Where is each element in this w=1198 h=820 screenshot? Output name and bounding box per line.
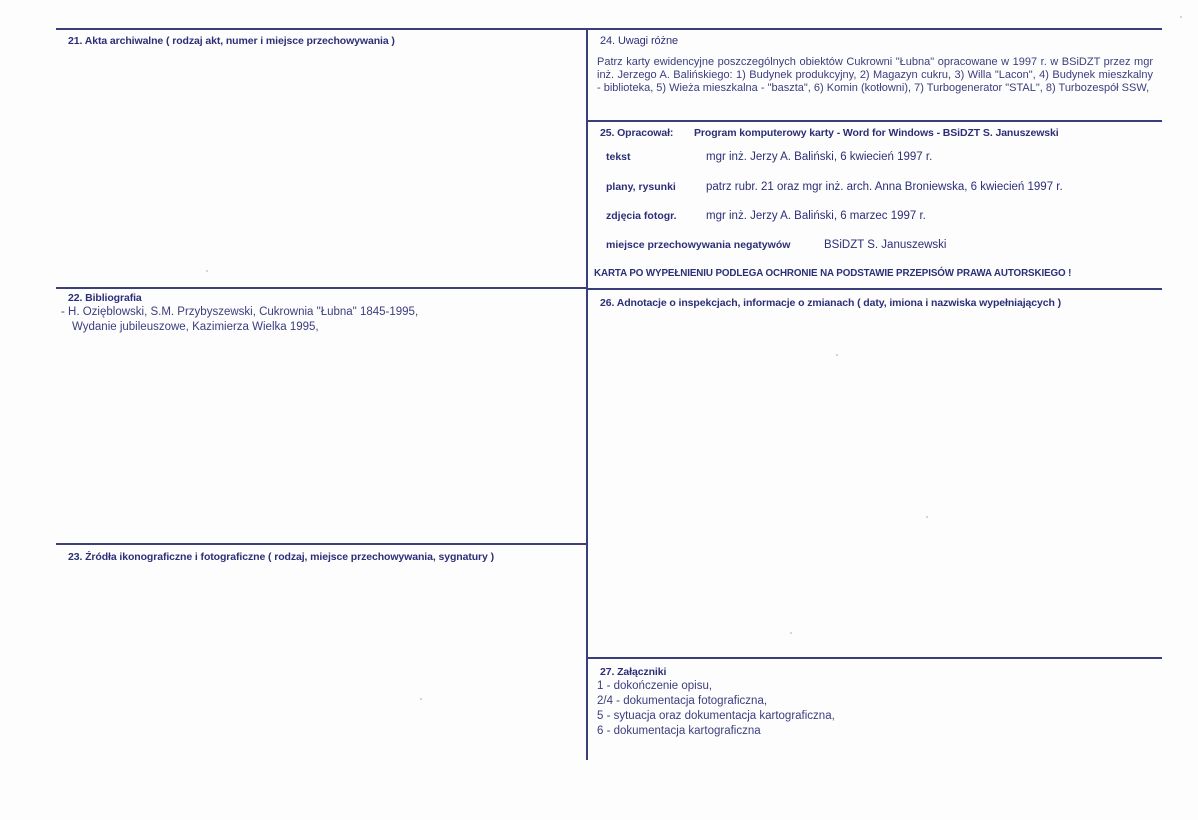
top-rule xyxy=(56,28,1162,30)
label-negatives: miejsce przechowywania negatywów xyxy=(606,239,791,251)
section-21-title: 21. Akta archiwalne ( rodzaj akt, numer i miejsce przechowywania ) xyxy=(68,35,395,47)
value-plans: patrz rubr. 21 oraz mgr inż. arch. Anna Broniewska, 6 kwiecień 1997 r. xyxy=(706,181,1063,193)
label-text: tekst xyxy=(606,151,631,163)
rule-25-26 xyxy=(588,288,1162,290)
section-25-title: 25. Opracował: xyxy=(600,127,674,139)
center-divider xyxy=(586,28,588,760)
attachment-item-1: 1 - dokończenie opisu, xyxy=(597,680,713,692)
copyright-warning: KARTA PO WYPEŁNIENIU PODLEGA OCHRONIE NA PODSTAWIE PRZEPISÓW PRAWA AUTORSKIEGO ! xyxy=(594,268,1072,279)
bibliography-line-2: Wydanie jubileuszowe, Kazimierza Wielka 1995, xyxy=(72,321,319,333)
remarks-text: Patrz karty ewidencyjne poszczególnych obiektów Cukrowni "Łubna" opracowane w 1997 r. w BSiDZT przez mgr inż. Jerzego A. Balińskiego: 1) Budynek produkcyjny, 2) Magazyn cukru, 3) Willa "Lacon", 4) Budynek mieszkalny - biblioteka, 5) Wieża mieszkalna - "baszta", 6) Komin (kotłowni), 7) Turbogenerator "STAL", 8) Turbozespół SSW, xyxy=(597,56,1153,95)
rule-24-25 xyxy=(588,120,1162,122)
section-26-title: 26. Adnotacje o inspekcjach, informacje o zmianach ( daty, imiona i nazwiska wypełniających ) xyxy=(600,297,1062,309)
rule-26-27 xyxy=(588,657,1162,659)
label-photos: zdjęcia fotogr. xyxy=(606,210,677,222)
scan-speck xyxy=(926,516,928,518)
value-negatives: BSiDZT S. Januszewski xyxy=(824,239,947,251)
attachment-item-2: 2/4 - dokumentacja fotograficzna, xyxy=(597,695,768,707)
section-27-title: 27. Załączniki xyxy=(600,666,667,678)
scan-speck xyxy=(836,354,838,356)
value-text: mgr inż. Jerzy A. Baliński, 6 kwiecień 1997 r. xyxy=(706,151,933,163)
attachment-item-3: 5 - sytuacja oraz dokumentacja kartograficzna, xyxy=(597,710,835,722)
scan-speck xyxy=(1180,16,1182,18)
program-info: Program komputerowy karty - Word for Windows - BSiDZT S. Januszewski xyxy=(694,127,1059,139)
rule-22-23 xyxy=(56,543,588,545)
section-23-title: 23. Źródła ikonograficzne i fotograficzne ( rodzaj, miejsce przechowywania, sygnatury ) xyxy=(68,551,494,563)
section-24-title: 24. Uwagi różne xyxy=(600,35,678,47)
attachment-item-4: 6 - dokumentacja kartograficzna xyxy=(597,725,761,737)
section-22-title: 22. Bibliografia xyxy=(68,292,142,304)
scan-speck xyxy=(790,632,792,634)
scan-speck xyxy=(420,698,422,700)
scan-speck xyxy=(206,270,208,272)
bibliography-line-1: - H. Ozięblowski, S.M. Przybyszewski, Cukrownia "Łubna" 1845-1995, xyxy=(61,306,419,318)
rule-21-22 xyxy=(56,287,588,289)
label-plans: plany, rysunki xyxy=(606,181,676,193)
value-photos: mgr inż. Jerzy A. Baliński, 6 marzec 1997 r. xyxy=(706,210,926,222)
